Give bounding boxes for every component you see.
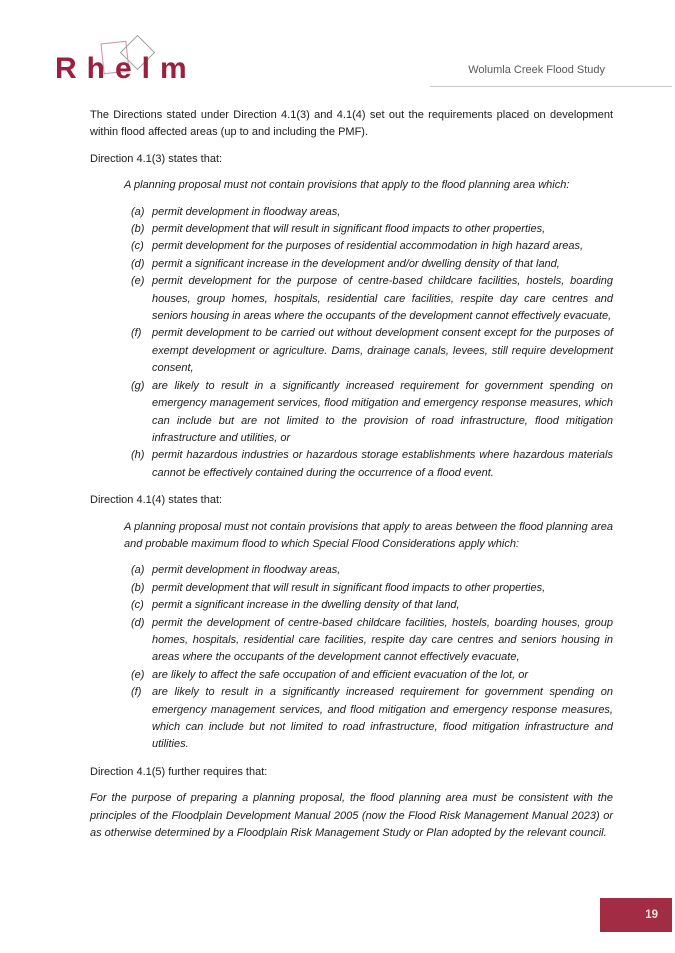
list-item-text: permit development in floodway areas,: [152, 205, 341, 218]
list-item-marker: (c): [131, 240, 144, 253]
list-item: [131, 447, 613, 482]
header-rule: [430, 86, 672, 87]
list-item-text: are likely to result in a significantly increased requirement for government spending on emergency management services, and flood mitigation and emergency response measures, which can include but not limited to road infrastructure, flood mitigation infrastructure and utilities.: [152, 686, 613, 751]
list-item-marker: (a): [131, 205, 145, 218]
section-lead: A planning proposal must not contain provisions that apply to the flood planning area which:: [124, 179, 570, 192]
list-item-text: are likely to affect the safe occupation of and efficient evacuation of the lot, or: [152, 668, 529, 681]
list-item-text: are likely to result in a significantly increased requirement for government spending on emergency management services, flood mitigation and emergency response measures, which can include but are not limited to the provision of road infrastructure, flood mitigation infrastructure and utilities, or: [152, 379, 613, 444]
list-item-marker: (a): [131, 564, 145, 577]
document-body: [90, 107, 613, 851]
list-item: [131, 256, 613, 273]
list-item-marker: (h): [131, 449, 145, 462]
section-heading: Direction 4.1(4) states that:: [90, 494, 223, 507]
list-item: [131, 238, 613, 255]
list-item-text: permit a significant increase in the dwelling density of that land,: [152, 599, 460, 612]
list-item: [131, 325, 613, 377]
list-item: [131, 597, 613, 614]
section-lead: A planning proposal must not contain provisions that apply to areas between the flood planning area and probable maximum flood to which Special Flood Considerations apply which:: [124, 520, 613, 550]
closing-paragraph: For the purpose of preparing a planning proposal, the flood planning area must be consistent with the principles of the Floodplain Development Manual 2005 (now the Flood Risk Management Manual 2023) or as otherwise determined by a Floodplain Risk Management Study or Plan adopted by the relevant council.: [90, 792, 613, 840]
list-item-marker: (e): [131, 275, 145, 288]
rhelm-logo: [55, 30, 205, 86]
section-heading: Direction 4.1(5) further requires that:: [90, 765, 268, 778]
list-item-text: permit hazardous industries or hazardous storage establishments where hazardous materials cannot be effectively contained during the occurrence of a flood event.: [152, 449, 613, 479]
list-item: [131, 221, 613, 238]
intro-paragraph: The Directions stated under Direction 4.1(3) and 4.1(4) set out the requirements placed on development within flood affected areas (up to and including the PMF).: [90, 109, 613, 139]
list-item: [131, 667, 613, 684]
list-item-marker: (g): [131, 379, 145, 392]
list-item-text: permit development for the purpose of centre-based childcare facilities, hostels, boarding houses, group homes, hospitals, residential care facilities, respite day care centres and seniors housing in areas where the occupants of the development cannot effectively evacuate,: [152, 275, 613, 323]
sections-container: [90, 151, 613, 843]
list-item-text: permit development that will result in significant flood impacts to other properties,: [152, 223, 546, 236]
list-item-text: permit development that will result in significant flood impacts to other properties,: [152, 581, 546, 594]
list-item-marker: (b): [131, 581, 145, 594]
clause-list: [131, 204, 613, 483]
list-item-marker: (c): [131, 599, 144, 612]
list-item-text: permit a significant increase in the development and/or dwelling density of that land,: [152, 257, 560, 270]
list-item-marker: (d): [131, 616, 145, 629]
page-number-badge: 19: [600, 898, 672, 932]
list-item: [131, 684, 613, 754]
clause-list: [131, 562, 613, 753]
list-item: [131, 562, 613, 579]
list-item-text: permit development in floodway areas,: [152, 564, 341, 577]
logo-wordmark: Rhelm: [55, 52, 197, 85]
list-item-text: permit the development of centre-based childcare facilities, hostels, boarding houses, group homes, hospitals, residential care facilities, respite day care centres and seniors housing in areas where the occupants of the development cannot effectively evacuate,: [152, 616, 613, 664]
list-item: [131, 378, 613, 448]
document-title: Wolumla Creek Flood Study: [468, 64, 605, 76]
list-item: [131, 273, 613, 325]
list-item-marker: (d): [131, 257, 145, 270]
list-item: [131, 204, 613, 221]
page-header: [0, 0, 675, 92]
list-item-text: permit development for the purposes of residential accommodation in high hazard areas,: [152, 240, 584, 253]
list-item-marker: (f): [131, 686, 142, 699]
section-heading: Direction 4.1(3) states that:: [90, 152, 223, 165]
list-item-marker: (f): [131, 327, 142, 340]
list-item: [131, 580, 613, 597]
list-item-marker: (b): [131, 223, 145, 236]
list-item: [131, 615, 613, 667]
list-item-text: permit development to be carried out without development consent except for the purposes of exempt development or agriculture. Dams, drainage canals, levees, still require development consent,: [152, 327, 613, 375]
list-item-marker: (e): [131, 668, 145, 681]
